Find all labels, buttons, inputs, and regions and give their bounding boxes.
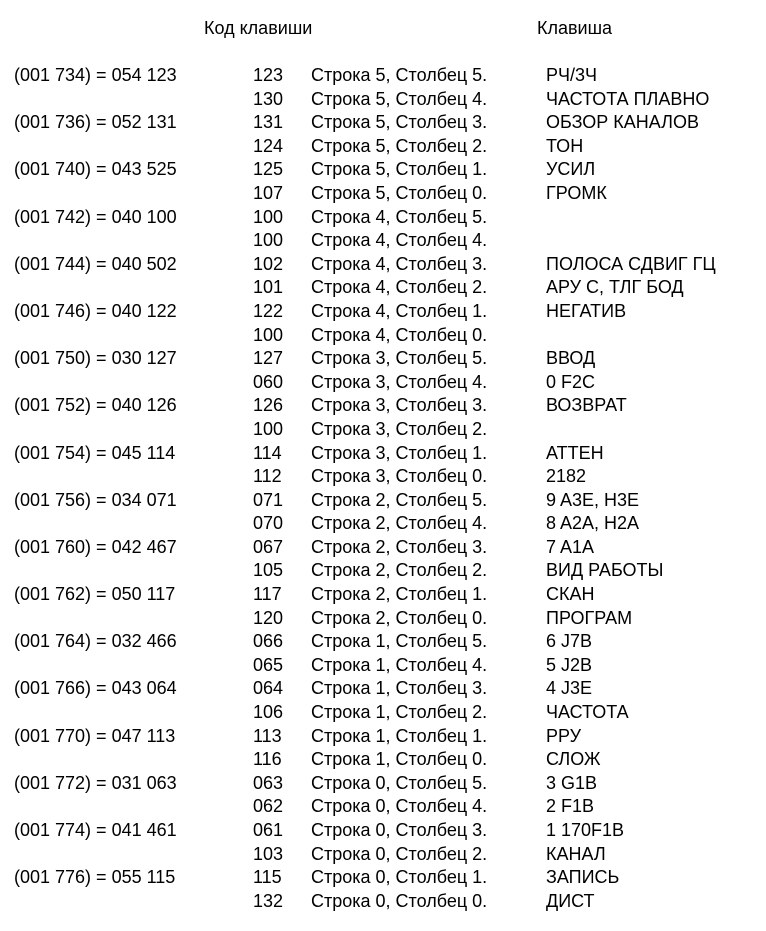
code-cell: 124 <box>253 135 284 156</box>
code-cell: 107 <box>253 182 284 203</box>
key-name-cell: ГРОМК <box>546 182 607 203</box>
header-key: Клавиша <box>537 18 613 38</box>
key-name-cell: 9 A3E, H3E <box>546 489 640 510</box>
position-cell: Строка 2, Столбец 4. <box>311 513 488 534</box>
position-cell: Строка 1, Столбец 2. <box>311 702 488 723</box>
table-row <box>0 772 766 796</box>
position-cell: Строка 2, Столбец 3. <box>311 536 488 557</box>
key-name-cell: ЧАСТОТА <box>546 702 629 723</box>
position-cell: Строка 3, Столбец 1. <box>311 442 488 463</box>
code-cell: 131 <box>253 112 284 133</box>
code-cell: 120 <box>253 607 284 628</box>
position-cell: Строка 0, Столбец 5. <box>311 772 488 793</box>
table-row <box>0 371 766 395</box>
code-cell: 132 <box>253 890 284 911</box>
address-cell: (001 774) = 041 461 <box>14 820 177 840</box>
table-row <box>0 229 766 253</box>
code-cell: 122 <box>253 300 284 321</box>
position-cell: Строка 1, Столбец 5. <box>311 631 488 652</box>
code-cell: 101 <box>253 277 284 298</box>
code-cell: 105 <box>253 560 284 581</box>
code-cell: 067 <box>253 536 284 557</box>
table-row <box>0 890 766 914</box>
key-name-cell: 1 170F1B <box>546 820 625 840</box>
table-row <box>0 135 766 159</box>
code-cell: 130 <box>253 88 284 109</box>
key-name-cell: ПОЛОСА СДВИГ ГЦ <box>546 253 716 274</box>
key-name-cell: ВИД РАБОТЫ <box>546 560 664 581</box>
code-cell: 123 <box>253 65 284 85</box>
code-cell: 071 <box>253 489 284 510</box>
table-row <box>0 276 766 300</box>
code-cell: 100 <box>253 230 284 251</box>
code-cell: 070 <box>253 513 284 534</box>
table-row <box>0 677 766 701</box>
table-row <box>0 795 766 819</box>
code-cell: 065 <box>253 654 284 675</box>
table-row <box>0 559 766 583</box>
key-name-cell: ДИСТ <box>546 890 595 911</box>
code-cell: 117 <box>253 584 282 605</box>
code-cell: 126 <box>253 395 284 416</box>
key-name-cell: 2 F1B <box>546 796 595 817</box>
position-cell: Строка 0, Столбец 2. <box>311 843 488 864</box>
key-name-cell: 8 A2A, H2A <box>546 513 640 534</box>
position-cell: Строка 3, Столбец 5. <box>311 348 488 369</box>
table-row <box>0 866 766 890</box>
address-cell: (001 766) = 043 064 <box>14 678 177 699</box>
code-cell: 112 <box>253 466 282 487</box>
table-row <box>0 182 766 206</box>
address-cell: (001 740) = 043 525 <box>14 159 177 180</box>
address-cell: (001 744) = 040 502 <box>14 253 177 274</box>
position-cell: Строка 2, Столбец 2. <box>311 560 488 581</box>
key-name-cell: ЧАСТОТА ПЛАВНО <box>546 88 710 109</box>
key-name-cell: ЗАПИСЬ <box>546 867 620 888</box>
table-row <box>0 583 766 607</box>
code-cell: 063 <box>253 772 284 793</box>
position-cell: Строка 0, Столбец 3. <box>311 820 488 840</box>
position-cell: Строка 5, Столбец 3. <box>311 112 488 133</box>
table-row <box>0 843 766 867</box>
table-row <box>0 64 766 88</box>
position-cell: Строка 5, Столбец 5. <box>311 65 488 85</box>
position-cell: Строка 4, Столбец 2. <box>311 277 488 298</box>
position-cell: Строка 1, Столбец 1. <box>311 725 488 746</box>
key-name-cell: ПРОГРАМ <box>546 607 633 628</box>
address-cell: (001 742) = 040 100 <box>14 206 177 227</box>
key-name-cell: 3 G1B <box>546 772 598 793</box>
address-cell: (001 756) = 034 071 <box>14 489 177 510</box>
code-cell: 100 <box>253 418 284 439</box>
key-name-cell: НЕГАТИВ <box>546 300 627 321</box>
table-row <box>0 536 766 560</box>
table-row <box>0 465 766 489</box>
position-cell: Строка 0, Столбец 0. <box>311 890 488 911</box>
code-cell: 114 <box>253 442 282 463</box>
position-cell: Строка 2, Столбец 0. <box>311 607 488 628</box>
key-name-cell: РРУ <box>546 725 582 746</box>
code-cell: 125 <box>253 159 284 180</box>
key-name-cell: СКАН <box>546 584 595 605</box>
position-cell: Строка 5, Столбец 0. <box>311 182 488 203</box>
table-row <box>0 347 766 371</box>
key-name-cell: СЛОЖ <box>546 749 601 770</box>
key-name-cell: ОБЗОР КАНАЛОВ <box>546 112 699 133</box>
table-row <box>0 324 766 348</box>
key-name-cell: ТОН <box>546 135 584 156</box>
key-name-cell: АТТЕН <box>546 442 604 463</box>
position-cell: Строка 4, Столбец 1. <box>311 300 488 321</box>
table-row <box>0 206 766 230</box>
code-cell: 066 <box>253 631 284 652</box>
position-cell: Строка 4, Столбец 3. <box>311 253 488 274</box>
key-name-cell: ВВОД <box>546 348 596 369</box>
key-name-cell: 4 J3E <box>546 678 593 699</box>
address-cell: (001 764) = 032 466 <box>14 631 177 652</box>
table-row <box>0 748 766 772</box>
position-cell: Строка 5, Столбец 2. <box>311 135 488 156</box>
key-table <box>0 64 766 913</box>
address-cell: (001 776) = 055 115 <box>14 867 176 888</box>
code-cell: 100 <box>253 324 284 345</box>
key-name-cell: 7 A1A <box>546 536 595 557</box>
address-cell: (001 736) = 052 131 <box>14 112 177 133</box>
table-row <box>0 701 766 725</box>
address-cell: (001 754) = 045 114 <box>14 442 176 463</box>
key-name-cell: УСИЛ <box>546 159 596 180</box>
key-name-cell: АРУ С, ТЛГ БОД <box>546 277 684 298</box>
table-row <box>0 489 766 513</box>
key-name-cell: РЧ/3Ч <box>546 65 598 85</box>
table-row <box>0 630 766 654</box>
position-cell: Строка 4, Столбец 5. <box>311 206 488 227</box>
code-cell: 115 <box>253 867 282 888</box>
position-cell: Строка 5, Столбец 1. <box>311 159 488 180</box>
key-name-cell: 5 J2B <box>546 654 593 675</box>
header-key-code: Код клавиши <box>204 18 313 38</box>
address-cell: (001 762) = 050 117 <box>14 584 176 605</box>
table-row <box>0 88 766 112</box>
position-cell: Строка 3, Столбец 2. <box>311 418 488 439</box>
table-row <box>0 418 766 442</box>
address-cell: (001 760) = 042 467 <box>14 536 177 557</box>
position-cell: Строка 4, Столбец 4. <box>311 230 488 251</box>
code-cell: 061 <box>253 820 284 840</box>
position-cell: Строка 2, Столбец 5. <box>311 489 488 510</box>
code-cell: 102 <box>253 253 284 274</box>
position-cell: Строка 2, Столбец 1. <box>311 584 488 605</box>
position-cell: Строка 4, Столбец 0. <box>311 324 488 345</box>
table-row <box>0 654 766 678</box>
code-cell: 103 <box>253 843 284 864</box>
position-cell: Строка 3, Столбец 4. <box>311 371 488 392</box>
code-cell: 064 <box>253 678 284 699</box>
address-cell: (001 750) = 030 127 <box>14 348 177 369</box>
key-name-cell: КАНАЛ <box>546 843 606 864</box>
key-name-cell: 6 J7B <box>546 631 593 652</box>
code-cell: 116 <box>253 749 282 770</box>
address-cell: (001 752) = 040 126 <box>14 395 177 416</box>
code-cell: 100 <box>253 206 284 227</box>
table-row <box>0 819 766 843</box>
position-cell: Строка 0, Столбец 4. <box>311 796 488 817</box>
position-cell: Строка 1, Столбец 3. <box>311 678 488 699</box>
table-row <box>0 725 766 749</box>
table-row <box>0 111 766 135</box>
position-cell: Строка 1, Столбец 0. <box>311 749 488 770</box>
address-cell: (001 770) = 047 113 <box>14 725 176 746</box>
code-cell: 060 <box>253 371 284 392</box>
table-row <box>0 607 766 631</box>
position-cell: Строка 3, Столбец 3. <box>311 395 488 416</box>
position-cell: Строка 3, Столбец 0. <box>311 466 488 487</box>
table-row <box>0 512 766 536</box>
address-cell: (001 772) = 031 063 <box>14 772 177 793</box>
key-name-cell: 0 F2C <box>546 371 596 392</box>
key-name-cell: 2182 <box>546 466 587 487</box>
position-cell: Строка 0, Столбец 1. <box>311 867 488 888</box>
code-cell: 113 <box>253 725 282 746</box>
address-cell: (001 746) = 040 122 <box>14 300 177 321</box>
table-row <box>0 300 766 324</box>
code-cell: 062 <box>253 796 284 817</box>
key-name-cell: ВОЗВРАТ <box>546 395 627 416</box>
code-cell: 106 <box>253 702 284 723</box>
table-row <box>0 253 766 277</box>
code-cell: 127 <box>253 348 284 369</box>
table-row <box>0 158 766 182</box>
position-cell: Строка 5, Столбец 4. <box>311 88 488 109</box>
address-cell: (001 734) = 054 123 <box>14 65 177 85</box>
table-row <box>0 394 766 418</box>
position-cell: Строка 1, Столбец 4. <box>311 654 488 675</box>
table-row <box>0 442 766 466</box>
